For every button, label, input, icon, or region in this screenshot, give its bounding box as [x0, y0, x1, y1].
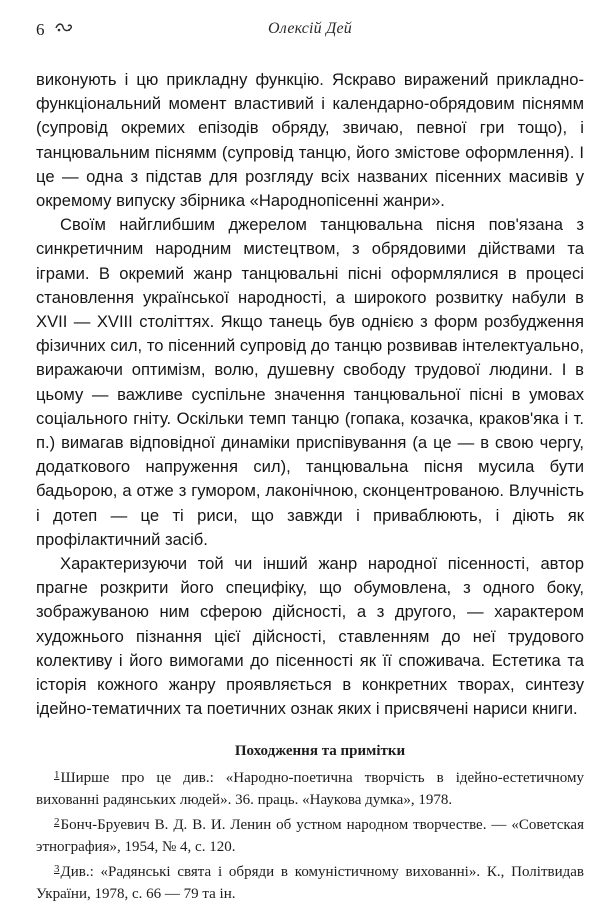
book-page: [36, 14, 584, 905]
footnotes: [36, 764, 584, 905]
footnote-text: Ширше про це див.: «Народно-поетична творчість в ідейно-естетичному вихованні радянських людей». 36. праць. «Наукова думка», 1978.: [36, 770, 584, 809]
notes-heading: Походження та примітки: [234, 743, 406, 760]
footnote-text: Бонч-Бруевич В. Д. В. И. Ленин об устном народном творчестве. — «Советская этнография», 1954, № 4, с. 120.: [36, 817, 584, 856]
paragraph: Характеризуючи той чи інший жанр народної пісенності, автор прагне розкрити його специфіку, що обумовлена, з одного боку, зображуваною ним сферою дійсності, а з другого, — характером художнього пізнання цієї дійсності, ставленням до неї трудового колективу і його вимогами до пісенності як її споживача. Естетика та історія кожного жанру проявляється в конкретних творах, синтезу ідейно-тематичних та поетичних ознак яких і присвячені нариси книги.: [36, 554, 584, 719]
footnote-mark: 2: [54, 816, 60, 829]
paragraph: виконують і цю прикладну функцію. Яскраво виражений прикладно-функціональний момент властивий і календарно-обрядовим піснямм (супровід окремих епізодів обряду, звичаю, певної гри тощо), і танцювальним піснямм (супровід танцю, його змістове оформлення). І це — одна з підстав для розгляду всіх названих пісенних масивів у окремому випуску збірника «Народнопісенні жанри».: [36, 70, 584, 211]
main-text: [36, 68, 584, 721]
running-title: Олексій Дей: [268, 20, 352, 37]
footnote: [36, 811, 584, 858]
footnote-mark: 1: [54, 769, 60, 782]
running-head: [36, 14, 584, 44]
paragraph: Своїм найглибшим джерелом танцювальна пісня пов'язана з синкретичним народним мистецтвом, з обрядовими дійствами та іграми. В окремий жанр танцювальні пісні оформлялися в процесі становлення української народності, а широкого розвитку набули в XVII — XVIII століттях. Якщо танець був однією з форм розбудження фізичних сил, то пісенний супровід до танцю розвивав інтелектуально, виражаючи оптимізм, волю, душевну свободу трудової людини. І в цьому — важливе суспільне значення танцювальної пісні в умовах соціального гніту. Оскільки темп танцю (гопака, козачка, краков'яка і т. п.) вимагав відповідної динаміки приспівування (а це — в свою чергу, додаткового напруження сил), танцювальна пісня мусила бути бадьорою, а отже з гумором, лаконічною, сконцентрованою. Влучність і дотеп — це ті риси, що завжди і приваблюють, і діють як профілактичний засіб.: [36, 215, 584, 549]
footnote: [36, 858, 584, 905]
footnote-mark: 3: [54, 863, 60, 876]
page-number: 6: [36, 20, 45, 39]
footnote: [36, 764, 584, 811]
footnote-text: Див.: «Радянські свята і обряди в комуністичному вихованні». К., Політвидав України, 1978, с. 66 — 79 та ін.: [36, 864, 584, 903]
